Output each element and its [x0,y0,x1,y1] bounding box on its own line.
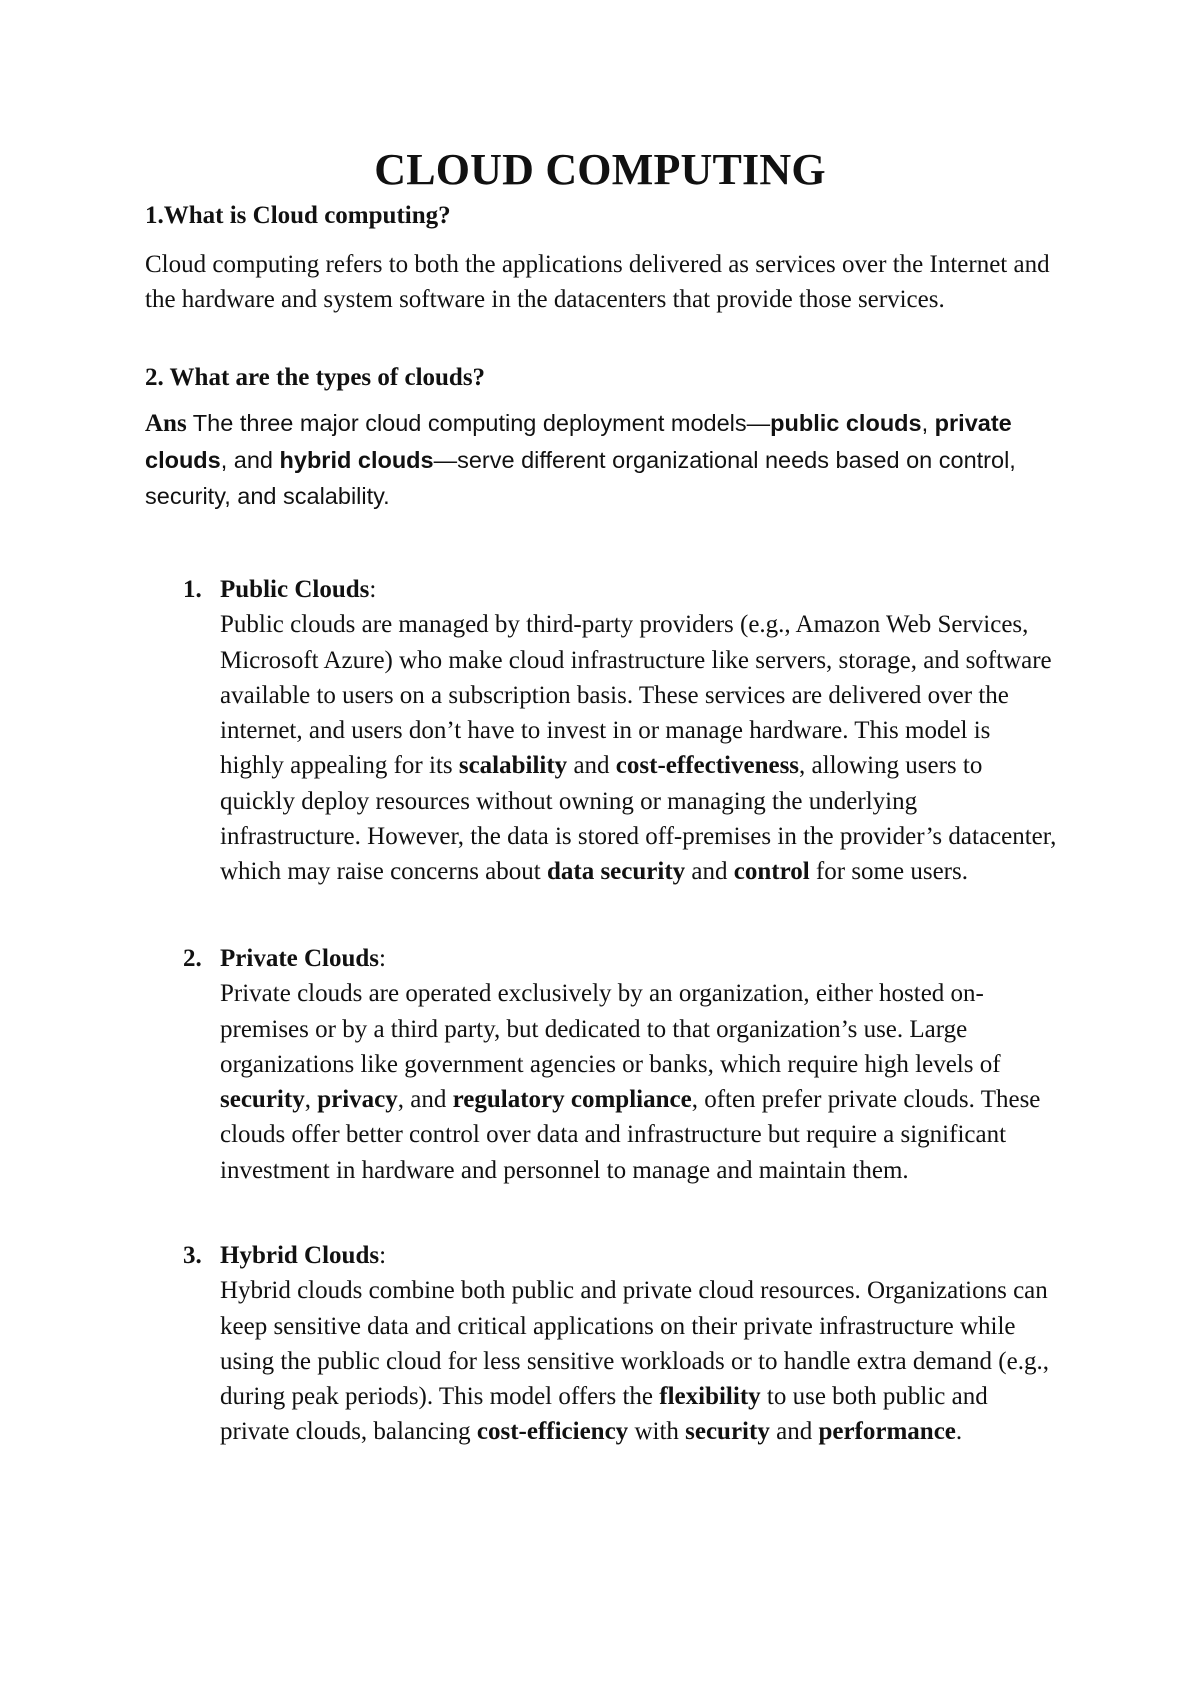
text-run: with [628,1418,686,1446]
answer-sep-1: , [921,410,935,436]
answer-outro: —serve different organizational needs based on control, security, and scalability. [145,447,1016,509]
answer-bold-public: public clouds [770,410,922,436]
text-run: , allowing users to quickly deploy resources without owning or managing the underlying infrastructure. However, the data is stored off-premises in the provider’s datacenter, which may raise concerns about [220,752,1057,886]
list-item-body [220,1238,1060,1450]
text-run: , and [397,1086,453,1114]
list-item-body [220,572,1060,890]
bold-run: security [220,1086,305,1114]
text-run: and [685,858,734,886]
bold-run: scalability [458,752,568,780]
list-number: 2. [183,945,202,972]
question-1-answer: Cloud computing refers to both the applications delivered as services over the Internet and the hardware and system software in the datacenters that provide those services. [145,251,1050,313]
text-run: to use both public and private clouds, balancing [220,1383,988,1446]
bold-run: cost-effectiveness [615,752,800,780]
text-run: for some users. [809,858,968,886]
text-run: Public clouds are managed by third-party providers (e.g., Amazon Web Services, Microsoft Azure) who make cloud infrastructure like servers, storage, and software available to users on a subscription basis. These services are delivered over the internet, and users don’t have to invest in or manage hardware. This model is highly appealing for its [220,611,1052,780]
list-item-heading: Public Clouds [220,576,370,603]
question-2-heading: 2. What are the types of clouds? [145,364,486,391]
text-run: Hybrid clouds combine both public and private cloud resources. Organizations can keep sensitive data and critical applications on their private infrastructure while using the public cloud for less sensitive workloads or to handle extra demand (e.g., during peak periods). This model offers the [220,1277,1049,1411]
text-run: Private clouds are operated exclusively by an organization, either hosted on-premises or by a third party, but dedicated to that organization’s use. Large organizations like government agencies or banks, which require high levels of [220,980,1001,1078]
bold-run: security [685,1418,770,1446]
list-item-heading: Hybrid Clouds [220,1242,380,1269]
text-run: and [567,752,616,780]
bold-run: regulatory compliance [452,1086,692,1114]
list-number: 3. [183,1242,202,1269]
answer-label: Ans [145,410,187,437]
colon: : [379,945,386,972]
colon: : [369,576,377,603]
answer-bold-private: private clouds [145,410,1012,473]
list-item-heading: Private Clouds [220,945,380,972]
question-1-heading: 1.What is Cloud computing? [145,202,451,229]
bold-run: performance [818,1418,956,1446]
question-2-answer [145,405,1075,514]
answer-intro: The three major cloud computing deployment models— [186,410,771,436]
page-title: CLOUD COMPUTING [374,145,826,194]
text-run: and [769,1418,819,1446]
answer-sep-2: , and [220,447,280,473]
bold-run: control [733,858,810,886]
bold-run: privacy [317,1086,398,1114]
bold-run: flexibility [659,1383,761,1411]
text-run: . [955,1418,963,1446]
answer-bold-hybrid: hybrid clouds [279,447,434,473]
text-run: , [304,1086,318,1114]
list-number: 1. [183,576,202,603]
colon: : [379,1242,387,1269]
text-run: , often prefer private clouds. These clouds offer better control over data and infrastructure but require a significant investment in hardware and personnel to manage and maintain them. [220,1086,1041,1184]
bold-run: data security [546,858,686,886]
bold-run: cost-efficiency [476,1418,629,1446]
list-item-body [220,941,1060,1188]
